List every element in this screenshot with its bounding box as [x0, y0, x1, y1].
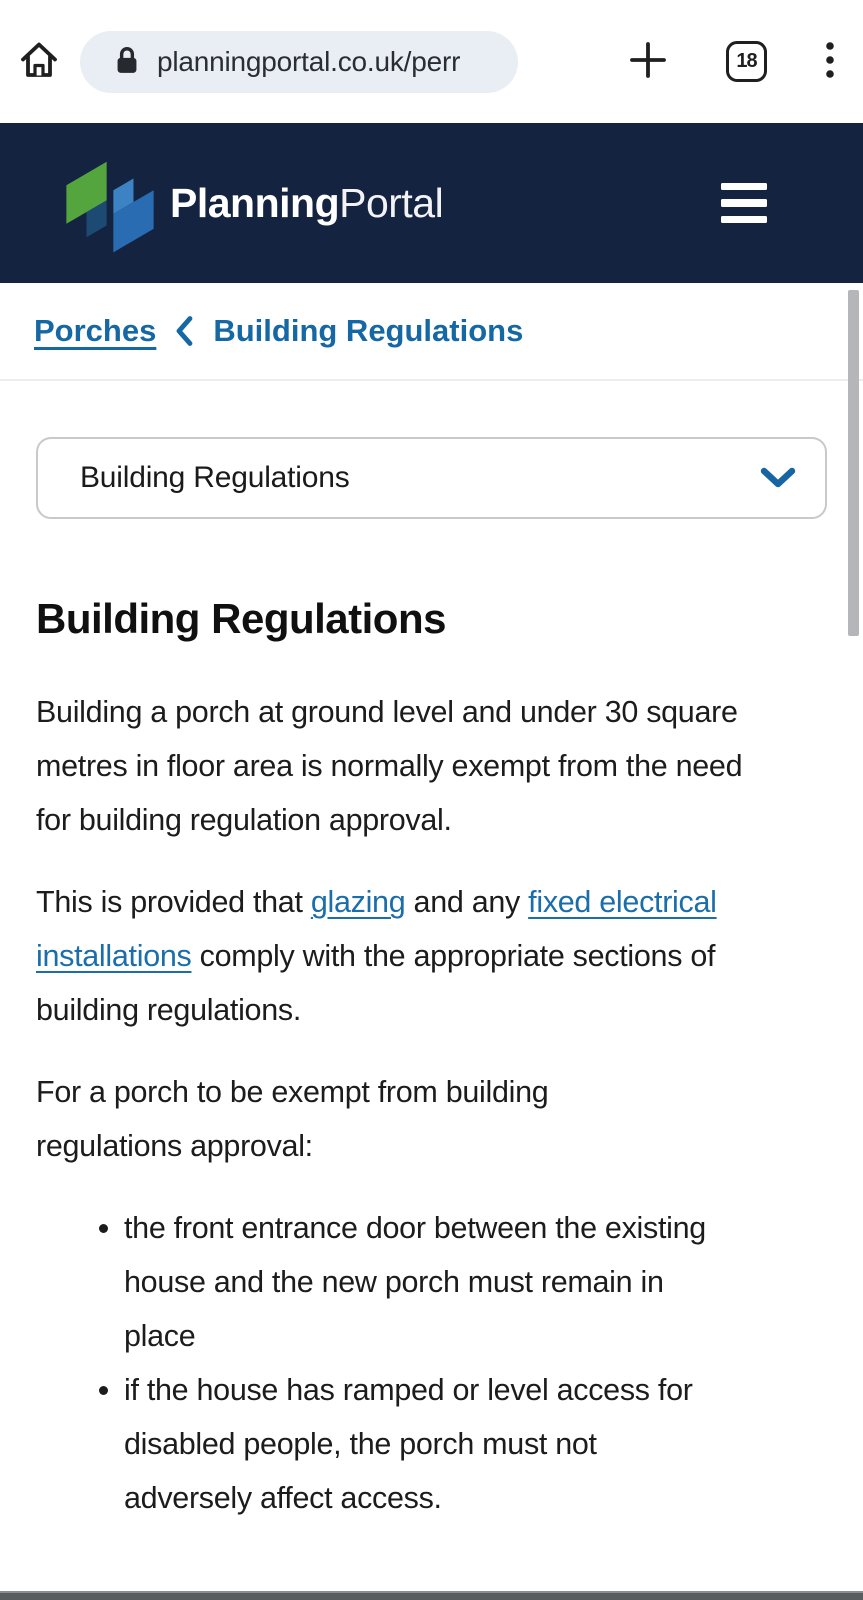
conditions-list [36, 1201, 827, 1525]
chevron-left-icon [173, 314, 196, 348]
lock-icon [114, 45, 140, 78]
fixed-electrical-installations-link[interactable]: fixed electrical installations [36, 885, 717, 973]
breadcrumb-link-porches[interactable]: Porches [34, 313, 157, 348]
browser-menu-button[interactable] [825, 41, 835, 82]
article-content [0, 437, 863, 1525]
list-item: • the front entrance door between the existing house and the new porch must remain in place [124, 1201, 724, 1363]
paragraph-conditions-intro: For a porch to be exempt from building regulations approval: [36, 1075, 549, 1163]
tab-switcher-button[interactable] [726, 41, 767, 82]
tab-count: 18 [736, 50, 757, 72]
paragraph-provisions: This is provided that glazing and any fixed electrical installations comply with the appropriate sections of building regulations. [36, 885, 717, 1027]
chevron-down-icon [759, 466, 797, 490]
paragraph-exemption: Building a porch at ground level and under 30 square metres in floor area is normally exempt from the need for building regulation approval. [36, 695, 743, 837]
new-tab-button[interactable] [628, 40, 668, 83]
url-text: planningportal.co.uk/perr [157, 45, 461, 77]
scrollbar-thumb[interactable] [848, 290, 859, 636]
bottom-navigation-edge [0, 1591, 863, 1600]
plus-icon [628, 40, 668, 83]
hamburger-menu-button[interactable] [721, 183, 767, 224]
logo-mark-icon [66, 150, 154, 257]
glazing-link[interactable]: glazing [310, 885, 406, 919]
site-header [0, 123, 863, 283]
logo-wordmark: PlanningPortal [170, 179, 444, 226]
home-button[interactable] [16, 37, 62, 86]
breadcrumb [0, 283, 863, 381]
hamburger-icon [721, 183, 767, 191]
browser-toolbar [0, 0, 863, 123]
breadcrumb-current: Building Regulations [213, 313, 524, 348]
address-bar[interactable] [80, 31, 518, 93]
list-item: • if the house has ramped or level access for disabled people, the porch must not adversely affect access. [124, 1363, 724, 1525]
dropdown-selected-value: Building Regulations [80, 461, 350, 494]
planning-portal-logo[interactable] [66, 150, 443, 257]
page-title: Building Regulations [36, 595, 446, 642]
toolbar-actions [608, 40, 835, 83]
home-icon [16, 37, 62, 86]
kebab-menu-icon [825, 41, 835, 82]
section-dropdown[interactable] [36, 437, 827, 519]
